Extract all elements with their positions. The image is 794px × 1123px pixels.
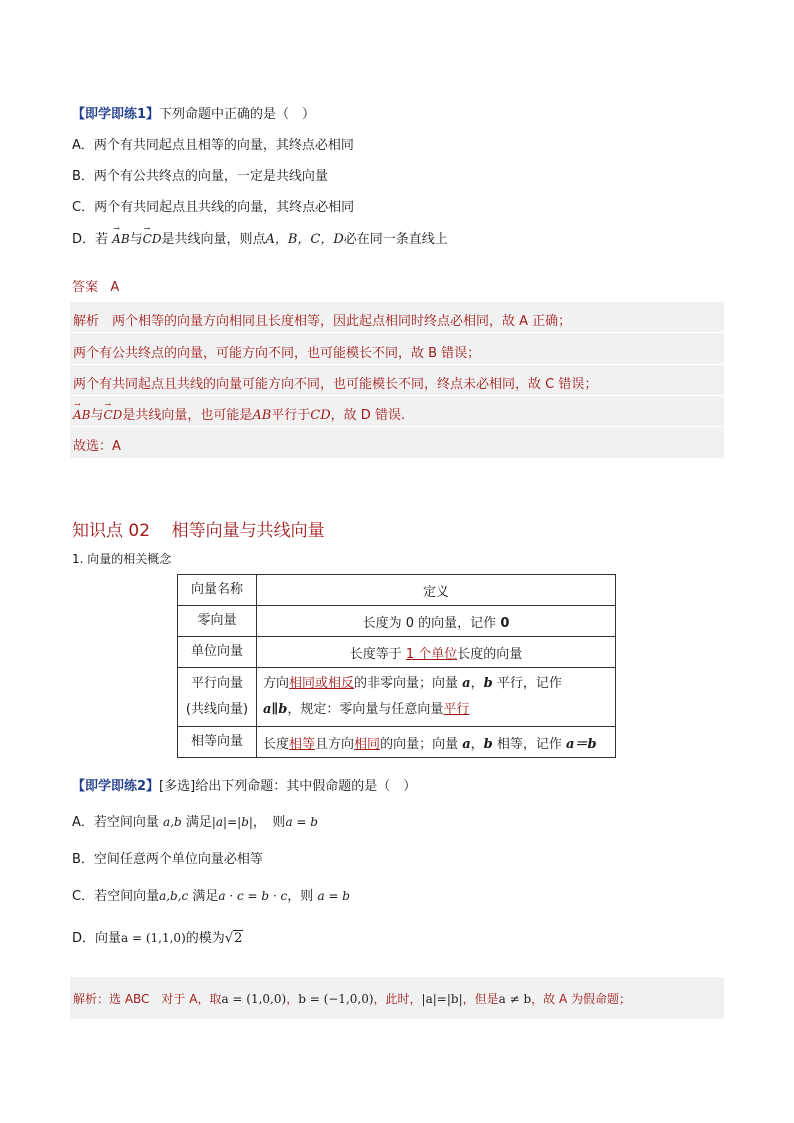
explanation-1-line-4: → AB与→ CD是共线向量，也可能是AB平行于CD，故 D 错误.	[73, 404, 405, 423]
concept-title: 1. 向量的相关概念	[72, 552, 172, 566]
exercise-2-question: 【即学即练2】[多选]给出下列命题：其中假命题的是（ ）	[72, 779, 417, 794]
answer-label: 答案	[72, 280, 99, 295]
vector-concept-table	[177, 574, 616, 758]
vector-ab: → AB	[73, 408, 90, 422]
exercise-1-option-c: C．两个有共同起点且共线的向量，其终点必相同	[72, 200, 355, 215]
explanation-1-line-1: 解析 两个相等的向量方向相同且长度相等，因此起点相同时终点必相同，故 A 正确；	[73, 314, 572, 329]
vector-cd: → CD	[143, 232, 162, 246]
exercise-2-option-d: D．向量a = (1,1,0)的模为√2	[72, 931, 243, 946]
explanation-1-box	[70, 302, 724, 458]
exercise-1-option-a: A．两个有共同起点且相等的向量，其终点必相同	[72, 138, 354, 153]
section-heading	[72, 516, 325, 541]
section-number: 知识点 02	[72, 521, 151, 541]
explanation-2-box	[70, 977, 724, 1019]
exercise-1-option-b: B．两个有公共终点的向量，一定是共线向量	[72, 169, 328, 184]
explanation-2-line: 解析：选 ABC 对于 A，取a = (1,0,0)，b = (−1,0,0)，此时，|a|=|b|，但是a ≠ b，故 A 为假命题；	[73, 992, 631, 1006]
exercise-2-option-c: C．若空间向量a,b,c 满足a · c = b · c，则 a = b	[72, 889, 350, 904]
section-title: 相等向量与共线向量	[171, 521, 325, 541]
exercise-1-head: 【即学即练1】	[72, 107, 160, 122]
explanation-1-line-2: 两个有公共终点的向量，可能方向不同，也可能模长不同，故 B 错误；	[73, 346, 481, 361]
table-row: 平行向量 (共线向量) 方向相同或相反的非零向量；向量 a，b 平行，记作 a∥b，规定：零向量与任意向量平行	[178, 668, 616, 727]
table-row: 相等向量 长度相等且方向相同的向量；向量 a，b 相等，记作 a＝b	[178, 727, 616, 758]
sqrt-value: √2	[224, 931, 243, 946]
vector-cd: → CD	[104, 408, 123, 422]
exercise-1-question: 【即学即练1】下列命题中正确的是（ ）	[72, 107, 316, 122]
explanation-1-line-5: 故选：A	[73, 439, 121, 454]
table-row: 零向量 长度为 0 的向量，记作 0	[178, 606, 616, 637]
answer-value: A	[110, 280, 120, 295]
exercise-2-head: 【即学即练2】	[72, 779, 160, 794]
exercise-2-option-b: B．空间任意两个单位向量必相等	[72, 852, 263, 867]
exercise-1-option-d: D．若 → AB与→ CD是共线向量，则点A，B，C，D必在同一条直线上	[72, 228, 448, 247]
answer-1	[72, 276, 119, 295]
table-row: 单位向量 长度等于 1 个单位长度的向量	[178, 637, 616, 668]
table-header-row: 向量名称 定义	[178, 575, 616, 606]
vector-ab: → AB	[112, 232, 129, 246]
exercise-2-option-a: A．若空间向量 a,b 满足|a|=|b|， 则a = b	[72, 815, 318, 830]
explanation-1-line-3: 两个有共同起点且共线的向量可能方向不同，也可能模长不同，终点未必相同，故 C 错误；	[73, 377, 598, 392]
